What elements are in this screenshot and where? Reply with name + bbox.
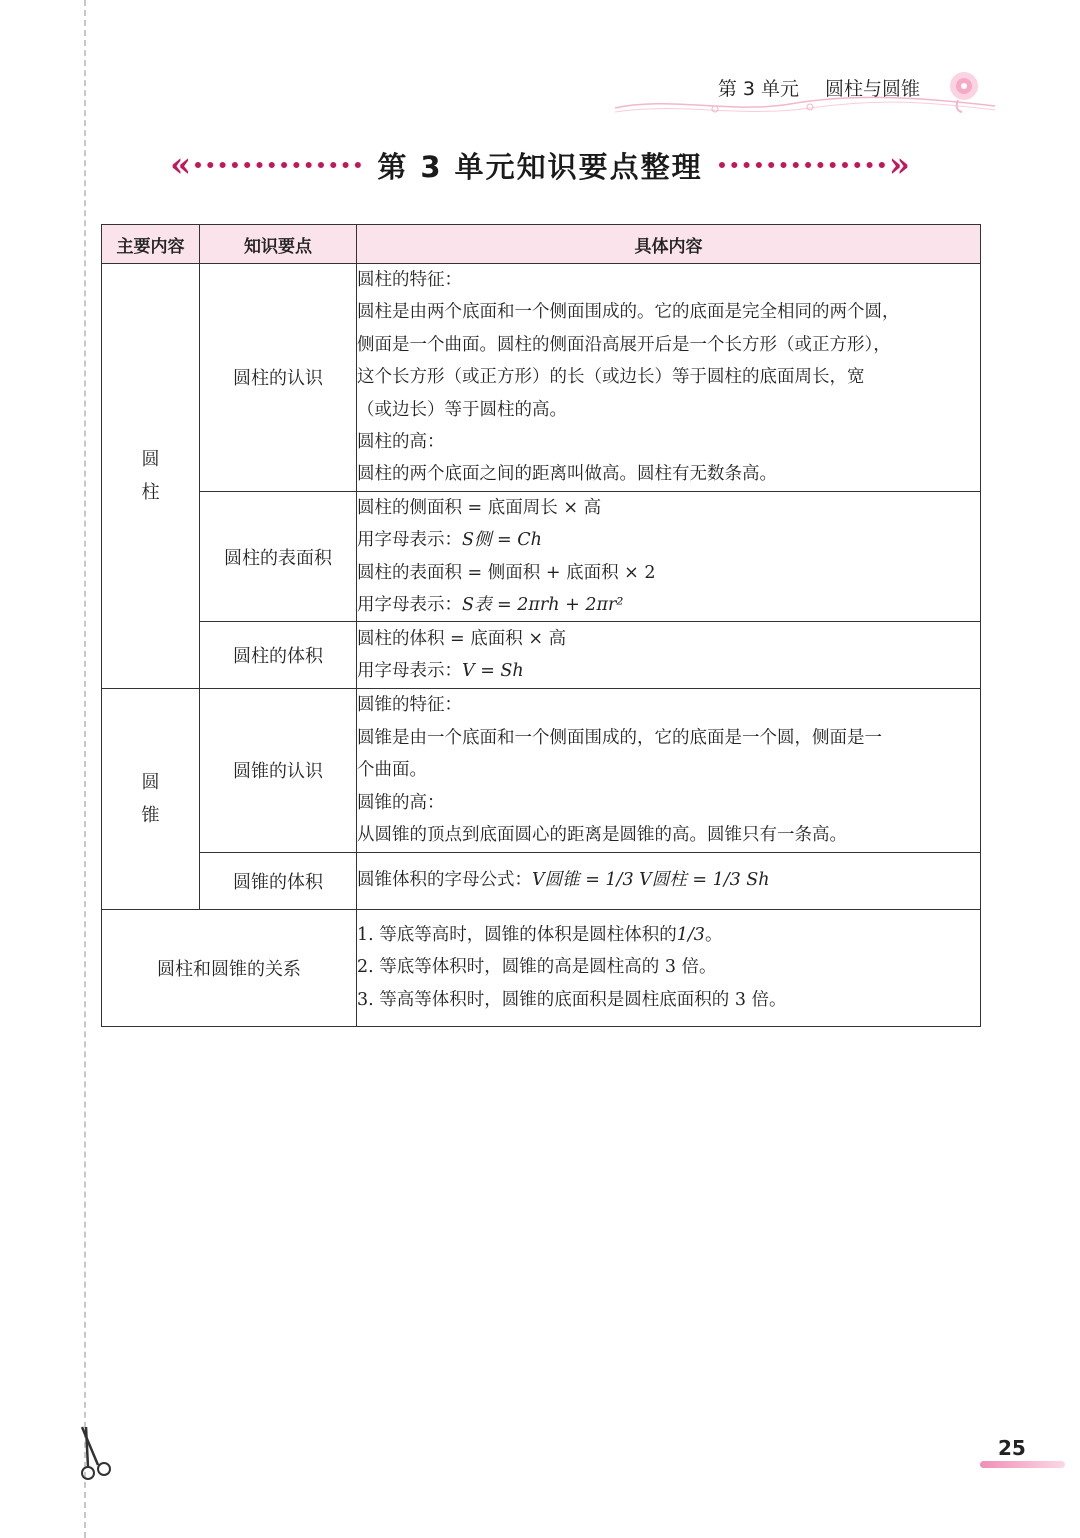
header-detail: 具体内容 <box>357 225 981 264</box>
table-header-row <box>102 225 981 264</box>
page-title: 第 3 单元知识要点整理 <box>377 149 703 184</box>
content-cylinder-recognition: 圆柱的特征： 圆柱是由两个底面和一个侧面围成的。它的底面是完全相同的两个圆， 侧面是一个曲面。圆柱的侧面沿高展开后是一个长方形（或正方形）， 这个长方形（或正方形）的长（或边长）等于圆柱的底面周长，宽 （或边长）等于圆柱的高。 圆柱的高： 圆柱的两个底面之间的距离叫做高。圆柱有无数条高。 <box>357 264 981 492</box>
formula-surface-area: S表 = 2πrh + 2πr² <box>462 595 624 616</box>
double-left-arrow-icon: « <box>170 145 192 185</box>
point-cone-recognition: 圆锥的认识 <box>200 689 357 852</box>
table-row <box>102 909 981 1026</box>
page-title-row <box>170 140 910 190</box>
title-dotted-rule-left <box>195 162 361 168</box>
formula-cone-volume: V圆锥 = 1/3 V圆柱 = 1/3 Sh <box>532 870 770 891</box>
content-cylinder-surface: 圆柱的侧面积 = 底面周长 × 高 用字母表示：S侧 = Ch 圆柱的表面积 = 侧面积 + 底面积 × 2 用字母表示：S表 = 2πrh + 2πr² <box>357 491 981 622</box>
category-cylinder: 圆 柱 <box>102 264 200 689</box>
header-knowledge-point: 知识要点 <box>200 225 357 264</box>
formula-lateral-area: S侧 = Ch <box>462 530 542 551</box>
point-cone-volume: 圆锥的体积 <box>200 852 357 909</box>
formula-cylinder-volume: V = Sh <box>462 661 524 682</box>
page-number-bar <box>980 1461 1065 1468</box>
table-row <box>102 264 981 492</box>
header-unit: 第 3 单元 <box>717 78 799 100</box>
page-number: 25 <box>998 1436 1026 1460</box>
knowledge-table <box>101 224 981 1027</box>
table-row <box>102 852 981 909</box>
title-dotted-rule-right <box>719 162 885 168</box>
table-row <box>102 689 981 852</box>
content-cylinder-volume: 圆柱的体积 = 底面积 × 高 用字母表示：V = Sh <box>357 622 981 689</box>
header-topic: 圆柱与圆锥 <box>824 78 920 100</box>
content-cone-recognition: 圆锥的特征： 圆锥是由一个底面和一个侧面围成的，它的底面是一个圆，侧面是一 个曲面。 圆锥的高： 从圆锥的顶点到底面圆心的距离是圆锥的高。圆锥只有一条高。 <box>357 689 981 852</box>
point-cylinder-surface: 圆柱的表面积 <box>200 491 357 622</box>
double-right-arrow-icon: » <box>888 145 910 185</box>
point-relation: 圆柱和圆锥的关系 <box>102 909 357 1026</box>
flower-icon <box>940 66 988 114</box>
table-row <box>102 622 981 689</box>
content-cone-volume: 圆锥体积的字母公式：V圆锥 = 1/3 V圆柱 = 1/3 Sh <box>357 852 981 909</box>
cut-line <box>84 0 86 1538</box>
category-cone: 圆 锥 <box>102 689 200 909</box>
point-cylinder-recognition: 圆柱的认识 <box>200 264 357 492</box>
header-main-content: 主要内容 <box>102 225 200 264</box>
fraction-one-third: 1/3 <box>676 924 705 945</box>
table-row <box>102 491 981 622</box>
point-cylinder-volume: 圆柱的体积 <box>200 622 357 689</box>
content-relation: 1. 等底等高时，圆锥的体积是圆柱体积的1/3。 2. 等底等体积时，圆锥的高是圆柱高的 3 倍。 3. 等高等体积时，圆锥的底面积是圆柱底面积的 3 倍。 <box>357 909 981 1026</box>
scissors-icon <box>68 1425 118 1485</box>
